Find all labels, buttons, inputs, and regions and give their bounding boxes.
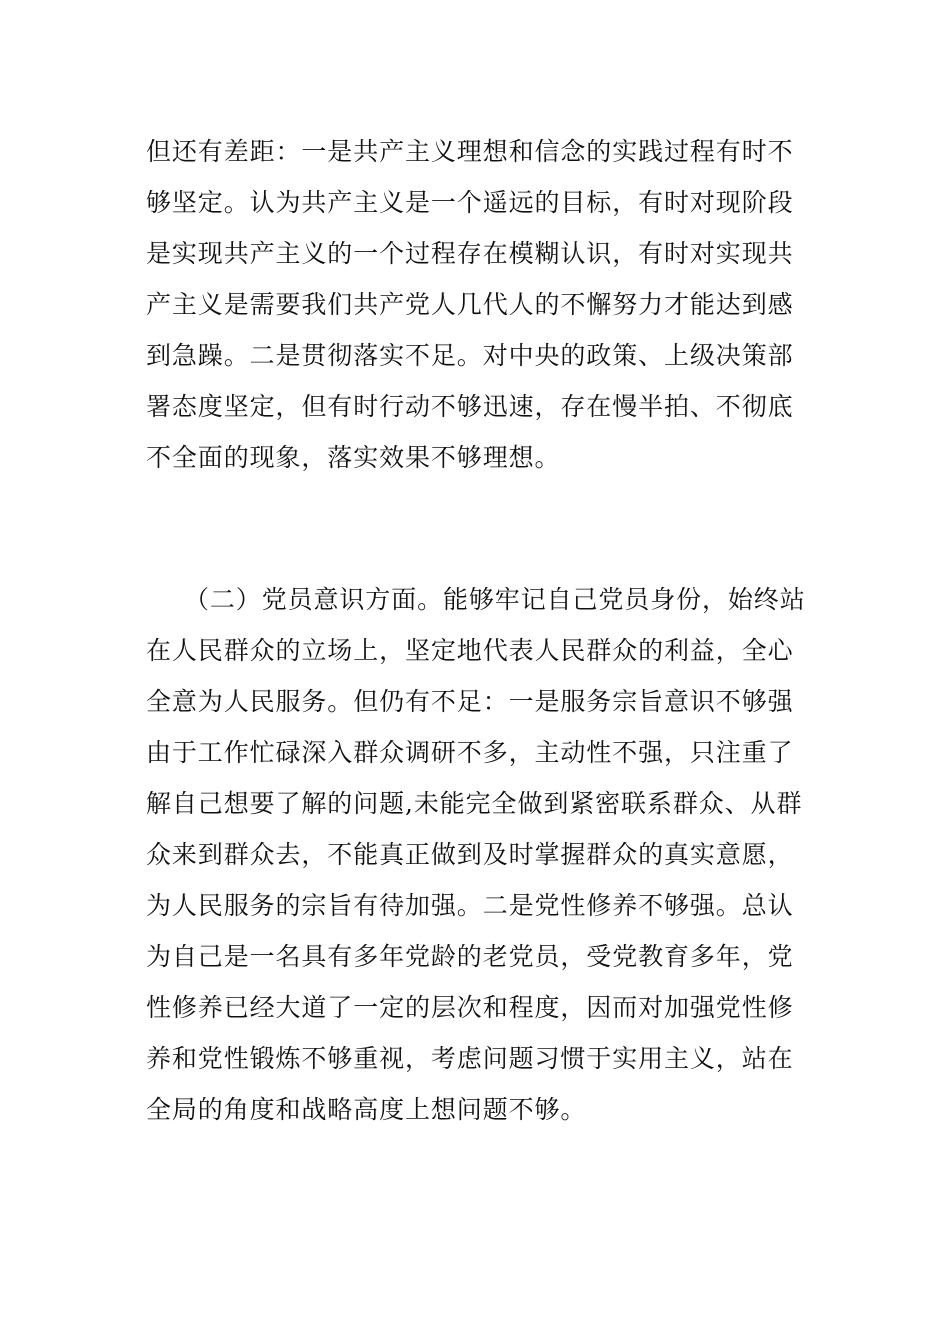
text-line: 到急躁。二是贯彻落实不足。对中央的政策、上级决策部 — [146, 341, 794, 370]
text-line: 全意为人民服务。但仍有不足：一是服务宗旨意识不够强 — [146, 687, 794, 716]
text-line: 为自己是一名具有多年党龄的老党员，受党教育多年，党 — [146, 942, 794, 971]
text-line: 解自己想要了解的问题,未能完全做到紧密联系群众、从群 — [146, 789, 803, 818]
text-line: 是实现共产主义的一个过程存在模糊认识，有时对实现共 — [146, 239, 794, 268]
text-line: 但还有差距：一是共产主义理想和信念的实践过程有时不 — [146, 137, 794, 166]
text-line: 由于工作忙碌深入群众调研不多，主动性不强，只注重了 — [146, 738, 794, 767]
text-line: 性修养已经大道了一定的层次和程度，因而对加强党性修 — [146, 993, 794, 1022]
text-line: 全局的角度和战略高度上想问题不够。 — [146, 1095, 587, 1124]
text-line: 养和党性锻炼不够重视，考虑问题习惯于实用主义，站在 — [146, 1044, 794, 1073]
text-line: 众来到群众去，不能真正做到及时掌握群众的真实意愿， — [146, 840, 794, 869]
text-line: 不全面的现象，落实效果不够理想。 — [146, 443, 561, 472]
text-line: 够坚定。认为共产主义是一个遥远的目标，有时对现阶段 — [146, 188, 794, 217]
text-line: 为人民服务的宗旨有待加强。二是党性修养不够强。总认 — [146, 891, 794, 920]
text-line: 在人民群众的立场上，坚定地代表人民群众的利益，全心 — [146, 636, 794, 665]
text-line: （二）党员意识方面。能够牢记自己党员身份，始终站 — [184, 585, 806, 614]
text-line: 署态度坚定，但有时行动不够迅速，存在慢半拍、不彻底 — [146, 392, 794, 421]
text-line: 产主义是需要我们共产党人几代人的不懈努力才能达到感 — [146, 290, 794, 319]
